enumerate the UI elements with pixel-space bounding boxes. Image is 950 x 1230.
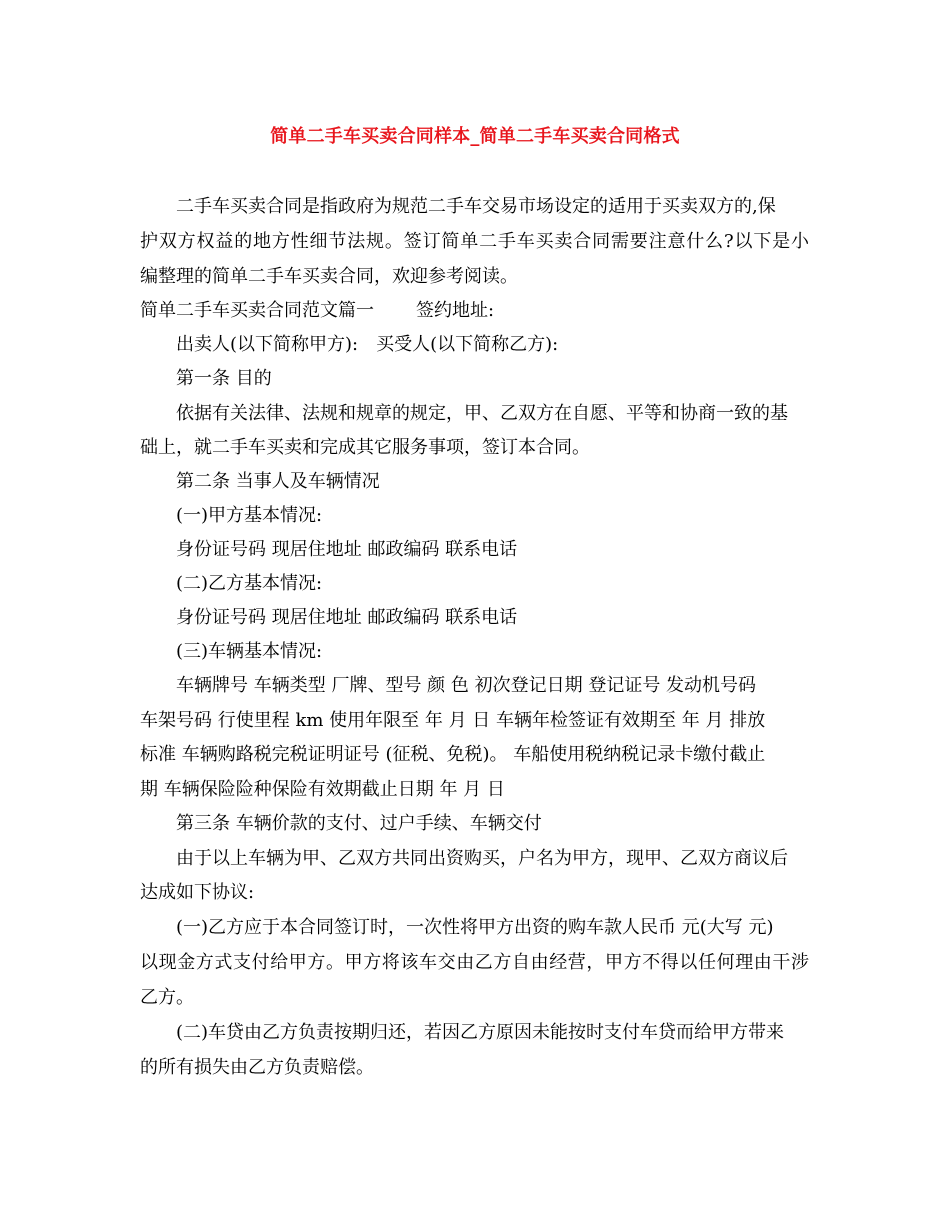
section-title-line bbox=[140, 299, 494, 323]
article-text-line: (一)乙方应于本合同签订时，一次性将甲方出资的购车款人民币 元(大写 元) bbox=[176, 917, 774, 938]
vehicle-field-line: 标准 车辆购路税完税证明证号 (征税、免税)。 车船使用税纳税记录卡缴付截止 bbox=[140, 744, 766, 765]
article-text-line: 的所有损失由乙方负责赔偿。 bbox=[140, 1057, 374, 1078]
article-heading: 第一条 目的 bbox=[176, 368, 272, 389]
article-text-line: 依据有关法律、法规和规章的规定，甲、乙双方在自愿、平等和协商一致的基 bbox=[176, 403, 788, 424]
article-heading: 第三条 车辆价款的支付、过户手续、车辆交付 bbox=[176, 813, 542, 834]
article-text-line: 以现金方式支付给甲方。甲方将该车交由乙方自由经营，甲方不得以任何理由干涉 bbox=[140, 952, 809, 973]
subsection-label: (二)乙方基本情况: bbox=[176, 573, 323, 594]
article-text-line: 础上，就二手车买卖和完成其它服务事项，签订本合同。 bbox=[140, 437, 590, 458]
field-list: 身份证号码 现居住地址 邮政编码 联系电话 bbox=[176, 539, 518, 560]
subsection-label: (一)甲方基本情况: bbox=[176, 505, 323, 526]
parties-line: 出卖人(以下简称甲方): 买受人(以下简称乙方): bbox=[176, 334, 559, 355]
intro-line: 护双方权益的地方性细节法规。签订简单二手车买卖合同需要注意什么?以下是小 bbox=[140, 231, 809, 252]
vehicle-field-line: 车架号码 行使里程 km 使用年限至 年 月 日 车辆年检签证有效期至 年 月 排放 bbox=[140, 710, 766, 731]
article-text-line: 乙方。 bbox=[140, 987, 194, 1008]
vehicle-field-line: 期 车辆保险险种保险有效期截止日期 年 月 日 bbox=[140, 779, 505, 800]
document-title: 简单二手车买卖合同样本_简单二手车买卖合同格式 bbox=[270, 126, 680, 147]
article-heading: 第二条 当事人及车辆情况 bbox=[176, 471, 380, 492]
article-text-line: 由于以上车辆为甲、乙双方共同出资购买，户名为甲方，现甲、乙双方商议后 bbox=[176, 848, 788, 869]
intro-line: 编整理的简单二手车买卖合同，欢迎参考阅读。 bbox=[140, 266, 518, 287]
sign-place: 签约地址: bbox=[416, 300, 495, 321]
article-text-line: (二)车贷由乙方负责按期归还，若因乙方原因未能按时支付车贷而给甲方带来 bbox=[176, 1022, 785, 1043]
intro-line: 二手车买卖合同是指政府为规范二手车交易市场设定的适用于买卖双方的,保 bbox=[176, 196, 776, 217]
article-text-line: 达成如下协议: bbox=[140, 882, 255, 903]
section-title: 简单二手车买卖合同范文篇一 bbox=[140, 300, 374, 321]
subsection-label: (三)车辆基本情况: bbox=[176, 641, 323, 662]
vehicle-field-line: 车辆牌号 车辆类型 厂牌、型号 颜 色 初次登记日期 登记证号 发动机号码 bbox=[176, 675, 757, 696]
field-list: 身份证号码 现居住地址 邮政编码 联系电话 bbox=[176, 607, 518, 628]
